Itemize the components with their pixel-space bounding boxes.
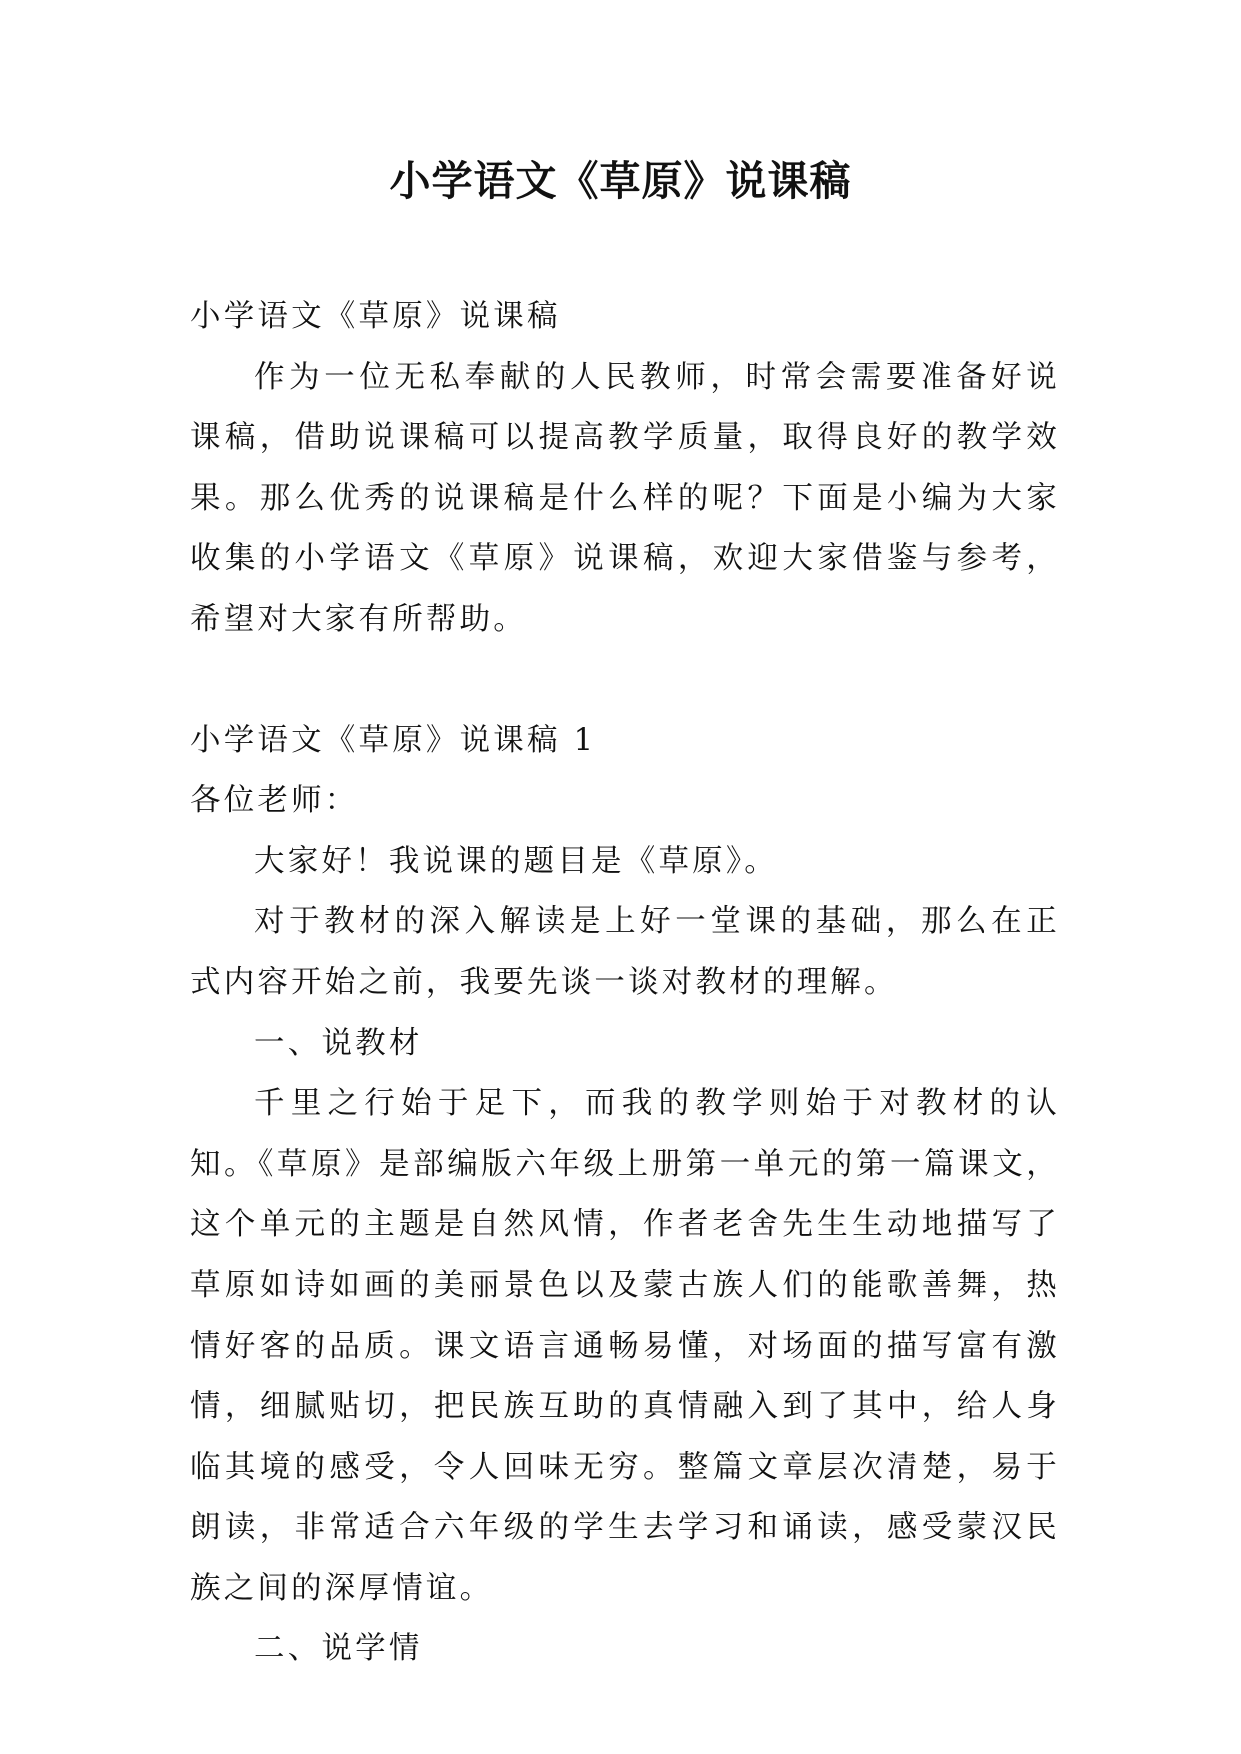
- document-title: 小学语文《草原》说课稿: [389, 157, 852, 205]
- document-subtitle: 小学语文《草原》说课稿: [190, 299, 561, 334]
- document-body: [190, 287, 1060, 1680]
- textbook-intro-paragraph: 对于教材的深入解读是上好一堂课的基础，那么在正式内容开始之前，我要先谈一谈对教材的理解。: [190, 904, 1060, 1000]
- paragraph-gap: [190, 651, 1060, 711]
- student-analysis-heading: 二、说学情: [254, 1631, 423, 1667]
- greeting-line: 各位老师：: [190, 783, 359, 819]
- textbook-heading: 一、说教材: [254, 1025, 423, 1061]
- textbook-paragraph: 千里之行始于足下，而我的教学则始于对教材的认知。《草原》是部编版六年级上册第一单元的第一篇课文，这个单元的主题是自然风情，作者老舍先生生动地描写了草原如诗如画的美丽景色以及蒙古族人们的能歌善舞，热情好客的品质。课文语言通畅易懂，对场面的描写富有激情，细腻贴切，把民族互助的真情融入到了其中，给人身临其境的感受，令人回味无穷。整篇文章层次清楚，易于朗读，非常适合六年级的学生去学习和诵读，感受蒙汉民族之间的深厚情谊。: [190, 1086, 1060, 1606]
- opening-paragraph: 大家好！我说课的题目是《草原》。: [254, 843, 778, 879]
- intro-paragraph: 作为一位无私奉献的人民教师，时常会需要准备好说课稿，借助说课稿可以提高教学质量，取得良好的教学效果。那么优秀的说课稿是什么样的呢？下面是小编为大家收集的小学语文《草原》说课稿，欢迎大家借鉴与参考，希望对大家有所帮助。: [190, 359, 1060, 637]
- section-heading: 小学语文《草原》说课稿 1: [190, 722, 597, 758]
